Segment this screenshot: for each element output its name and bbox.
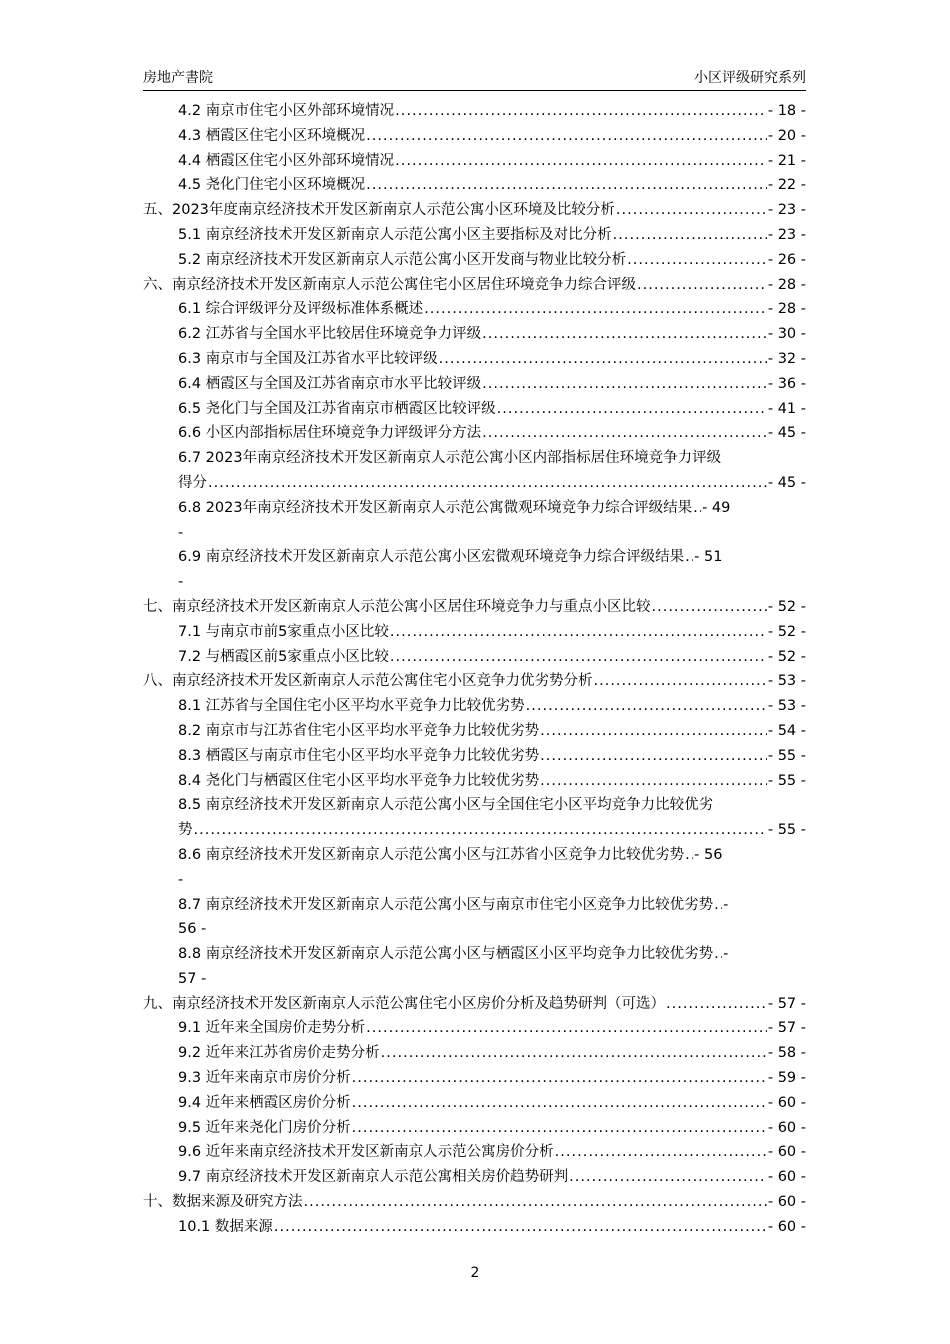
toc-entry[interactable] <box>143 669 806 694</box>
toc-leader-dots <box>366 1016 767 1041</box>
toc-entry-page: - 60 - <box>767 1194 806 1211</box>
toc-entry[interactable] <box>178 297 806 322</box>
toc-entry[interactable] <box>178 694 806 719</box>
toc-entry-title: 8.3 栖霞区与南京市住宅小区平均水平竞争力比较优劣势 <box>178 747 540 764</box>
toc-entry-page: - 55 - <box>767 822 806 839</box>
toc-entry[interactable] <box>178 223 806 248</box>
toc-entry[interactable] <box>178 173 806 198</box>
toc-entry-page: - 58 - <box>767 1045 806 1062</box>
toc-entry[interactable] <box>178 719 806 744</box>
toc-entry-page: - 53 - <box>767 673 806 690</box>
toc-entry-title: 八、南京经济技术开发区新南京人示范公寓住宅小区竞争力优劣势分析 <box>143 673 593 690</box>
toc-leader-dots <box>424 297 767 322</box>
toc-entry[interactable] <box>178 942 806 992</box>
toc-leader-dots <box>627 248 767 273</box>
toc-entry-page: - 60 - <box>767 1094 806 1111</box>
toc-entry-title: 9.3 近年来南京市房价分析 <box>178 1070 351 1087</box>
toc-entry-page: - 51 <box>694 549 723 566</box>
toc-entry-page: - 52 - <box>767 648 806 665</box>
toc-entry-title: 8.2 南京市与江苏省住宅小区平均水平竞争力比较优劣势 <box>178 722 540 739</box>
toc-entry[interactable] <box>143 595 806 620</box>
toc-leader-dots <box>352 1116 767 1141</box>
toc-entry-page: - <box>723 946 729 963</box>
toc-leader-dots <box>497 397 767 422</box>
toc-leader-dots <box>613 223 767 248</box>
toc-entry[interactable] <box>178 124 806 149</box>
toc-entry-title: 5.1 南京经济技术开发区新南京人示范公寓小区主要指标及对比分析 <box>178 226 612 243</box>
toc-entry-title: 10.1 数据来源 <box>178 1218 273 1235</box>
toc-entry-title-cont: 势 <box>178 822 193 839</box>
toc-entry[interactable] <box>178 149 806 174</box>
toc-entry[interactable] <box>178 99 806 124</box>
toc-leader-dots <box>381 1041 767 1066</box>
toc-entry[interactable] <box>178 1016 806 1041</box>
toc-entry[interactable] <box>178 744 806 769</box>
toc-entry-title: 6.6 小区内部指标居住环境竞争力评级评分方法 <box>178 425 482 442</box>
toc-entry[interactable] <box>178 496 806 546</box>
toc-entry-title: 6.1 综合评级评分及评级标准体系概述 <box>178 301 424 318</box>
toc-leader-dots <box>352 1066 767 1091</box>
toc-leader-dots <box>652 595 767 620</box>
toc-entry[interactable] <box>143 992 806 1017</box>
toc-entry-title: 9.7 南京经济技术开发区新南京人示范公寓相关房价趋势研判 <box>178 1169 569 1186</box>
toc-entry-page-tail: - <box>178 871 184 888</box>
toc-leader-dots <box>208 471 767 496</box>
toc-entry[interactable] <box>178 893 806 943</box>
toc-entry[interactable] <box>178 397 806 422</box>
toc-leader-dots <box>540 719 767 744</box>
toc-entry-page: - 55 - <box>767 772 806 789</box>
toc-entry-page: - 45 - <box>767 425 806 442</box>
toc-entry[interactable] <box>143 1190 806 1215</box>
toc-leader-dots <box>390 620 767 645</box>
toc-entry-page: - 45 - <box>767 474 806 491</box>
toc-entry[interactable] <box>178 1116 806 1141</box>
toc-leader-dots <box>482 372 767 397</box>
toc-entry-page: - 53 - <box>767 698 806 715</box>
toc-entry[interactable] <box>178 1140 806 1165</box>
toc-entry-title: 4.3 栖霞区住宅小区环境概况 <box>178 127 366 144</box>
toc-entry-page: - 32 - <box>767 350 806 367</box>
toc-entry-page: - 20 - <box>767 127 806 144</box>
toc-entry-title: 七、南京经济技术开发区新南京人示范公寓小区居住环境竞争力与重点小区比较 <box>143 598 651 615</box>
toc-entry-page-tail: 57 - <box>178 970 207 987</box>
toc-entry[interactable] <box>178 1165 806 1190</box>
toc-entry-page: - 60 - <box>767 1169 806 1186</box>
toc-leader-dots <box>616 198 767 223</box>
toc-entry-title: 9.1 近年来全国房价走势分析 <box>178 1020 366 1037</box>
toc-entry-title: 4.5 尧化门住宅小区环境概况 <box>178 177 366 194</box>
toc-entry-title: 9.2 近年来江苏省房价走势分析 <box>178 1045 380 1062</box>
toc-entry-page: - <box>723 896 729 913</box>
toc-leader-dots <box>526 694 767 719</box>
toc-leader-dots <box>555 1140 767 1165</box>
toc-entry[interactable] <box>178 421 806 446</box>
toc-entry[interactable] <box>178 1091 806 1116</box>
toc-entry-title: 9.5 近年来尧化门房价分析 <box>178 1119 351 1136</box>
toc-entry-title: 十、数据来源及研究方法 <box>143 1194 303 1211</box>
toc-leader-dots <box>540 769 767 794</box>
toc-leader-dots <box>594 669 767 694</box>
toc-entry-title: 8.1 江苏省与全国住宅小区平均水平竞争力比较优劣势 <box>178 698 525 715</box>
toc-leader-dots <box>714 893 722 918</box>
toc-entry-title: 8.5 南京经济技术开发区新南京人示范公寓小区与全国住宅小区平均竞争力比较优劣 <box>178 797 714 814</box>
toc-leader-dots <box>540 744 767 769</box>
toc-entry-page: - 60 - <box>767 1218 806 1235</box>
toc-entry[interactable] <box>178 446 806 496</box>
toc-entry-page: - 55 - <box>767 747 806 764</box>
toc-leader-dots <box>685 843 693 868</box>
toc-entry-title: 6.4 栖霞区与全国及江苏省南京市水平比较评级 <box>178 375 482 392</box>
toc-entry-page: - 22 - <box>767 177 806 194</box>
toc-entry-page: - 18 - <box>767 103 806 119</box>
header-left-title: 房地产書院 <box>143 70 213 86</box>
page-header <box>143 66 806 91</box>
toc-leader-dots <box>693 496 701 521</box>
toc-entry-title: 9.6 近年来南京经济技术开发区新南京人示范公寓房价分析 <box>178 1144 554 1161</box>
toc-leader-dots <box>637 273 767 298</box>
toc-entry[interactable] <box>178 372 806 397</box>
toc-entry[interactable] <box>143 273 806 298</box>
toc-leader-dots <box>352 1091 767 1116</box>
toc-leader-dots <box>482 421 767 446</box>
toc-entry-page: - 54 - <box>767 722 806 739</box>
toc-entry-page: - 60 - <box>767 1144 806 1161</box>
toc-leader-dots <box>194 818 767 843</box>
toc-leader-dots <box>666 992 767 1017</box>
toc-entry-page: - 26 - <box>767 251 806 268</box>
toc-leader-dots <box>304 1190 767 1215</box>
toc-entry[interactable] <box>178 347 806 372</box>
toc-entry-title: 九、南京经济技术开发区新南京人示范公寓住宅小区房价分析及趋势研判（可选） <box>143 995 665 1012</box>
toc-entry-page: - 52 - <box>767 623 806 640</box>
toc-leader-dots <box>390 645 767 670</box>
toc-entry-page: - 59 - <box>767 1070 806 1087</box>
toc-entry[interactable] <box>178 769 806 794</box>
toc-entry[interactable] <box>178 843 806 893</box>
toc-entry-page: - 28 - <box>767 276 806 293</box>
toc-entry-title: 5.2 南京经济技术开发区新南京人示范公寓小区开发商与物业比较分析 <box>178 251 627 268</box>
toc-entry-page: - 60 - <box>767 1119 806 1136</box>
toc-leader-dots <box>366 173 767 198</box>
toc-entry[interactable] <box>178 1041 806 1066</box>
toc-entry-title: 6.7 2023年南京经济技术开发区新南京人示范公寓小区内部指标居住环境竞争力评级 <box>178 450 722 467</box>
toc-entry-title: 6.3 南京市与全国及江苏省水平比较评级 <box>178 350 438 367</box>
toc-entry-title: 8.4 尧化门与栖霞区住宅小区平均水平竞争力比较优劣势 <box>178 772 540 789</box>
toc-leader-dots <box>714 942 722 967</box>
toc-entry-page: - 21 - <box>767 152 806 169</box>
toc-leader-dots <box>395 149 767 174</box>
toc-entry-title: 7.1 与南京市前5家重点小区比较 <box>178 623 389 640</box>
toc-entry-page: - 23 - <box>767 226 806 243</box>
toc-entry[interactable] <box>178 620 806 645</box>
toc-entry-title: 9.4 近年来栖霞区房价分析 <box>178 1094 351 1111</box>
toc-leader-dots <box>439 347 767 372</box>
toc-leader-dots <box>482 322 767 347</box>
toc-entry-title: 6.9 南京经济技术开发区新南京人示范公寓小区宏微观环境竞争力综合评级结果 <box>178 549 685 566</box>
toc-leader-dots <box>685 545 693 570</box>
toc-entry-page-tail: 56 - <box>178 921 207 938</box>
toc-entry-title: 五、2023年度南京经济技术开发区新南京人示范公寓小区环境及比较分析 <box>143 202 615 219</box>
toc-entry-page: - 28 - <box>767 301 806 318</box>
toc-entry[interactable] <box>178 793 806 843</box>
toc-leader-dots <box>395 99 767 124</box>
toc-entry-page: - 57 - <box>767 1020 806 1037</box>
toc-entry[interactable] <box>143 198 806 223</box>
toc-entry-page: - 56 <box>694 846 723 863</box>
toc-entry-page: - 36 - <box>767 375 806 392</box>
toc-entry-title: 4.2 南京市住宅小区外部环境情况 <box>178 103 395 119</box>
toc-entry[interactable] <box>178 1066 806 1091</box>
toc-entry[interactable] <box>178 248 806 273</box>
toc-entry[interactable] <box>178 645 806 670</box>
page-number: 2 <box>470 1265 480 1281</box>
toc-entry-title: 7.2 与栖霞区前5家重点小区比较 <box>178 648 389 665</box>
toc-entry-title-cont: 得分 <box>178 474 207 491</box>
toc-entry-title: 6.5 尧化门与全国及江苏省南京市栖霞区比较评级 <box>178 400 496 417</box>
toc-entry-page: - 41 - <box>767 400 806 417</box>
toc-entry-page: - 23 - <box>767 202 806 219</box>
toc-entry-title: 6.2 江苏省与全国水平比较居住环境竞争力评级 <box>178 326 482 343</box>
toc-entry[interactable] <box>178 545 806 595</box>
toc-entry-title: 6.8 2023年南京经济技术开发区新南京人示范公寓微观环境竞争力综合评级结果 <box>178 499 693 516</box>
toc-entry[interactable] <box>178 322 806 347</box>
toc-entry-title: 4.4 栖霞区住宅小区外部环境情况 <box>178 152 395 169</box>
toc-leader-dots <box>569 1165 767 1190</box>
toc-entry-page: - 52 - <box>767 598 806 615</box>
toc-entry-page: - 57 - <box>767 995 806 1012</box>
toc-entry-title: 8.6 南京经济技术开发区新南京人示范公寓小区与江苏省小区竞争力比较优劣势 <box>178 846 685 863</box>
toc-entry-page-tail: - <box>178 524 184 541</box>
table-of-contents <box>143 99 806 1240</box>
header-right-title: 小区评级研究系列 <box>694 70 806 86</box>
toc-entry-page: - 49 <box>702 499 731 516</box>
toc-entry-page: - 30 - <box>767 326 806 343</box>
toc-entry-page-tail: - <box>178 574 184 591</box>
toc-entry-title: 8.7 南京经济技术开发区新南京人示范公寓小区与南京市住宅小区竞争力比较优劣势 <box>178 896 714 913</box>
toc-entry-title: 六、南京经济技术开发区新南京人示范公寓住宅小区居住环境竞争力综合评级 <box>143 276 636 293</box>
toc-entry-title: 8.8 南京经济技术开发区新南京人示范公寓小区与栖霞区小区平均竞争力比较优劣势 <box>178 946 714 963</box>
toc-leader-dots <box>366 124 767 149</box>
toc-entry[interactable] <box>178 1215 806 1240</box>
toc-leader-dots <box>274 1215 767 1240</box>
